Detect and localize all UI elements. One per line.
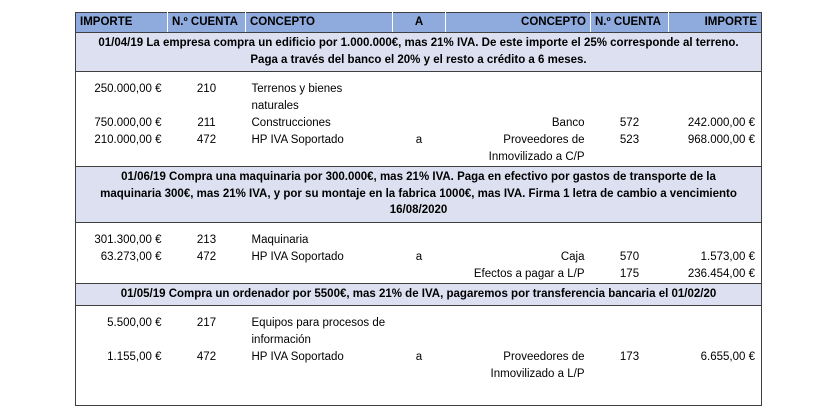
journal-entry-row (76, 81, 762, 98)
cell-cuenta-debit: 210 (168, 81, 246, 98)
trailing-blank-cell (591, 383, 669, 406)
cell-concepto-credit: Proveedores de (446, 132, 591, 149)
cell-a (393, 332, 446, 349)
trailing-blank-cell (246, 383, 393, 406)
journal-entry-row (76, 349, 762, 366)
spacer-row (76, 222, 762, 232)
cell-importe-debit: 1.155,00 € (76, 349, 168, 366)
cell-concepto-debit: HP IVA Soportado (246, 349, 393, 366)
transaction-description-text: 01/06/19 Compra una maquinaria por 300.000€, mas 21% IVA. Paga en efectivo por gastos de transporte de la maquinaria 300€, mas 21% IVA, y por su montaje en la fabrica 1000€, mas IVA. Firma 1 letra de cambio a vencimiento 16/08/2020 (76, 167, 762, 223)
column-header-importe-debit: IMPORTE (76, 13, 168, 33)
journal-entry-row (76, 232, 762, 249)
trailing-blank-cell (669, 383, 762, 406)
cell-a (393, 232, 446, 249)
cell-concepto-debit: HP IVA Soportado (246, 132, 393, 149)
cell-concepto-credit: Proveedores de (446, 349, 591, 366)
cell-a: a (393, 249, 446, 266)
cell-cuenta-debit (168, 332, 246, 349)
cell-importe-credit (669, 149, 762, 167)
spacer-row (76, 306, 762, 316)
cell-concepto-credit (446, 232, 591, 249)
table-header-row (76, 13, 762, 33)
cell-concepto-debit: Terrenos y bienes (246, 81, 393, 98)
journal-entry-row (76, 149, 762, 167)
column-header-cuenta-debit: N.º CUENTA (168, 13, 246, 33)
cell-cuenta-credit (591, 332, 669, 349)
cell-cuenta-debit: 213 (168, 232, 246, 249)
journal-entry-row (76, 366, 762, 383)
cell-concepto-debit (246, 266, 393, 284)
cell-a (393, 315, 446, 332)
spacer-cell (393, 72, 446, 82)
cell-cuenta-credit: 572 (591, 115, 669, 132)
spacer-cell (446, 72, 591, 82)
cell-cuenta-credit (591, 149, 669, 167)
cell-concepto-credit (446, 98, 591, 115)
cell-importe-credit (669, 315, 762, 332)
cell-importe-debit (76, 366, 168, 383)
cell-a (393, 98, 446, 115)
journal-entry-row (76, 266, 762, 284)
spacer-cell (76, 306, 168, 316)
cell-cuenta-credit (591, 232, 669, 249)
cell-cuenta-credit (591, 98, 669, 115)
cell-a (393, 266, 446, 284)
cell-importe-debit (76, 266, 168, 284)
cell-concepto-debit: HP IVA Soportado (246, 249, 393, 266)
cell-cuenta-debit: 472 (168, 132, 246, 149)
spacer-cell (591, 222, 669, 232)
spacer-cell (669, 72, 762, 82)
cell-a: a (393, 349, 446, 366)
cell-cuenta-credit (591, 315, 669, 332)
cell-cuenta-credit (591, 81, 669, 98)
cell-cuenta-debit: 472 (168, 249, 246, 266)
cell-concepto-credit: Inmovilizado a L/P (446, 366, 591, 383)
cell-importe-debit (76, 332, 168, 349)
spacer-cell (168, 306, 246, 316)
cell-concepto-credit (446, 315, 591, 332)
cell-importe-credit: 1.573,00 € (669, 249, 762, 266)
spacer-cell (76, 222, 168, 232)
spacer-cell (591, 72, 669, 82)
spacer-cell (591, 306, 669, 316)
cell-importe-debit (76, 149, 168, 167)
cell-cuenta-debit (168, 98, 246, 115)
cell-concepto-debit: información (246, 332, 393, 349)
trailing-blank-cell (76, 383, 168, 406)
transaction-description-row (76, 167, 762, 223)
cell-concepto-credit: Efectos a pagar a L/P (446, 266, 591, 284)
trailing-blank-row (76, 383, 762, 406)
cell-cuenta-debit: 217 (168, 315, 246, 332)
spacer-cell (168, 72, 246, 82)
trailing-blank-cell (168, 383, 246, 406)
cell-importe-credit (669, 232, 762, 249)
cell-importe-credit: 242.000,00 € (669, 115, 762, 132)
cell-a: a (393, 132, 446, 149)
cell-importe-debit: 301.300,00 € (76, 232, 168, 249)
cell-importe-credit: 6.655,00 € (669, 349, 762, 366)
column-header-concepto-credit: CONCEPTO (446, 13, 591, 33)
cell-concepto-debit: Maquinaria (246, 232, 393, 249)
cell-a (393, 115, 446, 132)
cell-importe-debit: 750.000,00 € (76, 115, 168, 132)
cell-importe-debit: 250.000,00 € (76, 81, 168, 98)
cell-importe-debit: 63.273,00 € (76, 249, 168, 266)
cell-cuenta-debit: 472 (168, 349, 246, 366)
cell-cuenta-credit: 570 (591, 249, 669, 266)
trailing-blank-cell (393, 383, 446, 406)
cell-concepto-debit: Construcciones (246, 115, 393, 132)
trailing-blank-cell (446, 383, 591, 406)
cell-cuenta-credit: 523 (591, 132, 669, 149)
cell-cuenta-credit: 175 (591, 266, 669, 284)
cell-importe-credit: 968.000,00 € (669, 132, 762, 149)
cell-a (393, 149, 446, 167)
spacer-cell (393, 306, 446, 316)
cell-importe-debit: 210.000,00 € (76, 132, 168, 149)
journal-body (76, 33, 762, 406)
cell-concepto-credit: Caja (446, 249, 591, 266)
spacer-cell (246, 72, 393, 82)
transaction-description-text: 01/05/19 Compra un ordenador por 5500€, mas 21% de IVA, pagaremos por transferencia bancaria el 01/02/20 (76, 283, 762, 306)
cell-importe-debit: 5.500,00 € (76, 315, 168, 332)
spacer-cell (246, 222, 393, 232)
cell-concepto-debit: naturales (246, 98, 393, 115)
spacer-cell (168, 222, 246, 232)
column-header-concepto-debit: CONCEPTO (246, 13, 393, 33)
journal-entry-row (76, 98, 762, 115)
cell-concepto-credit (446, 81, 591, 98)
journal-entry-row (76, 315, 762, 332)
cell-importe-credit (669, 98, 762, 115)
spacer-row (76, 72, 762, 82)
journal-entry-row (76, 249, 762, 266)
cell-a (393, 81, 446, 98)
spacer-cell (393, 222, 446, 232)
cell-concepto-debit: Equipos para procesos de (246, 315, 393, 332)
cell-importe-credit: 236.454,00 € (669, 266, 762, 284)
cell-importe-debit (76, 98, 168, 115)
cell-concepto-debit (246, 149, 393, 167)
column-header-importe-credit: IMPORTE (669, 13, 762, 33)
spacer-cell (246, 306, 393, 316)
spacer-cell (76, 72, 168, 82)
cell-concepto-credit: Inmovilizado a C/P (446, 149, 591, 167)
transaction-description-row (76, 283, 762, 306)
column-header-cuenta-credit: N.º CUENTA (591, 13, 669, 33)
journal-entry-row (76, 115, 762, 132)
cell-cuenta-credit: 173 (591, 349, 669, 366)
transaction-description-row (76, 33, 762, 72)
cell-cuenta-debit: 211 (168, 115, 246, 132)
cell-cuenta-debit (168, 149, 246, 167)
journal-entry-row (76, 332, 762, 349)
cell-importe-credit (669, 366, 762, 383)
cell-cuenta-credit (591, 366, 669, 383)
cell-importe-credit (669, 332, 762, 349)
cell-concepto-debit (246, 366, 393, 383)
transaction-description-text: 01/04/19 La empresa compra un edificio por 1.000.000€, mas 21% IVA. De este importe el 25% corresponde al terreno. Paga a través del banco el 20% y el resto a crédito a 6 meses. (76, 33, 762, 72)
accounting-journal-table (75, 12, 762, 406)
cell-cuenta-debit (168, 266, 246, 284)
spacer-cell (446, 306, 591, 316)
cell-importe-credit (669, 81, 762, 98)
spacer-cell (669, 222, 762, 232)
journal-sheet (75, 12, 761, 406)
cell-a (393, 366, 446, 383)
cell-cuenta-debit (168, 366, 246, 383)
journal-entry-row (76, 132, 762, 149)
cell-concepto-credit (446, 332, 591, 349)
spacer-cell (669, 306, 762, 316)
spacer-cell (446, 222, 591, 232)
column-header-a: A (393, 13, 446, 33)
cell-concepto-credit: Banco (446, 115, 591, 132)
